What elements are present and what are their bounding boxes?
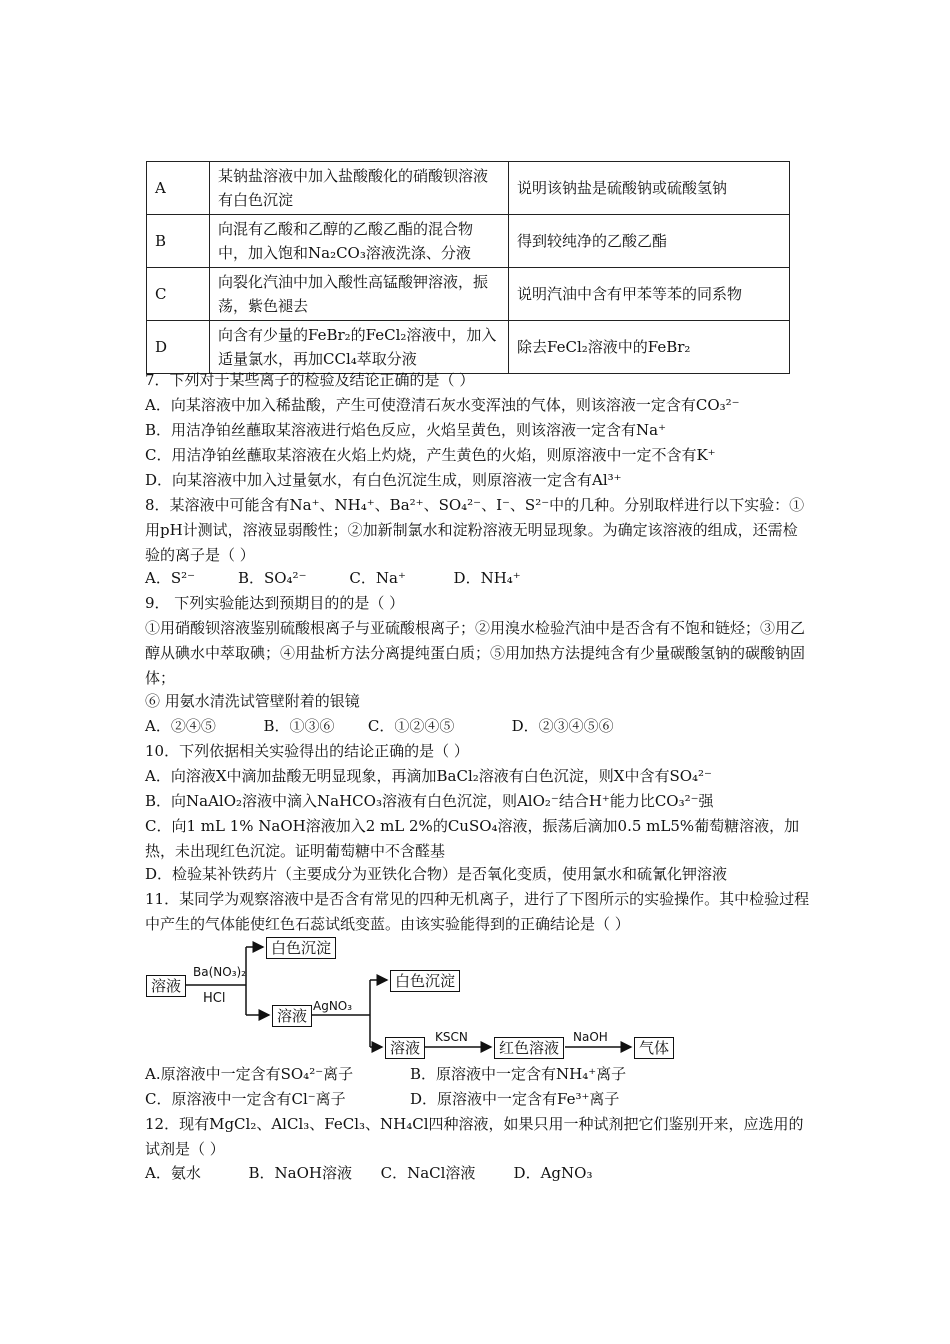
row-experiment: 向混有乙酸和乙醇的乙酸乙酯的混合物中，加入饱和Na₂CO₃溶液洗涤、分液 xyxy=(210,215,509,268)
table-row xyxy=(147,321,790,374)
q11-stem: 11．某同学为观察溶液中是否含有常见的四种无机离子，进行了下图所示的实验操作。其中检验过程中产生的气体能使红色石蕊试纸变蓝。由该实验能得到的正确结论是（ ） xyxy=(145,890,810,933)
q8-options: A．S²⁻ B．SO₄²⁻ C．Na⁺ D．NH₄⁺ xyxy=(145,569,521,587)
reagent-agno3-label: AgNO₃ xyxy=(313,999,353,1013)
table-row xyxy=(147,162,790,215)
q9-body: ①用硝酸钡溶液鉴别硫酸根离子与亚硫酸根离子；②用溴水检验汽油中是否含有不饱和链烃；③用乙醇从碘水中萃取碘；④用盐析方法分离提纯蛋白质；⑤用加热方法提纯含有少量碳酸氢钠的碳酸钠固体； xyxy=(145,619,806,687)
q10-option-c: C．向1 mL 1% NaOH溶液加入2 mL 2%的CuSO₄溶液，振荡后滴加0.5 mL5%葡萄糖溶液，加热，未出现红色沉淀。证明葡萄糖中不含醛基 xyxy=(145,817,800,860)
q7-option-c: C．用洁净铂丝蘸取某溶液在火焰上灼烧，产生黄色的火焰，则原溶液中一定不含有K⁺ xyxy=(145,446,716,464)
white-precipitate-box-1: 白色沉淀 xyxy=(266,937,336,959)
q7-option-d: D．向某溶液中加入过量氨水，有白色沉淀生成，则原溶液一定含有Al³⁺ xyxy=(145,471,622,489)
options-table xyxy=(146,161,790,374)
row-result: 得到较纯净的乙酸乙酯 xyxy=(509,215,790,268)
q8-stem: 8．某溶液中可能含有Na⁺、NH₄⁺、Ba²⁺、SO₄²⁻、I⁻、S²⁻中的几种。分别取样进行以下实验：①用pH计测试，溶液显弱酸性；②加新制氯水和淀粉溶液无明显现象。为确定该溶液的组成，还需检验的离子是（ ） xyxy=(145,496,805,564)
table-row xyxy=(147,268,790,321)
table-row xyxy=(147,215,790,268)
q10-option-b: B．向NaAlO₂溶液中滴入NaHCO₃溶液有白色沉淀，则AlO₂⁻结合H⁺能力比CO₃²⁻强 xyxy=(145,792,714,810)
q10-stem: 10．下列依据相关实验得出的结论正确的是（ ） xyxy=(145,742,469,760)
row-label: C xyxy=(147,268,210,321)
row-label: B xyxy=(147,215,210,268)
q12-stem: 12．现有MgCl₂、AlCl₃、FeCl₃、NH₄Cl四种溶液，如果只用一种试剂把它们鉴别开来，应选用的试剂是（ ） xyxy=(145,1115,804,1158)
reagent-kscn-label: KSCN xyxy=(435,1030,468,1044)
q11-option-a: A.原溶液中一定含有SO₄²⁻离子 xyxy=(145,1065,354,1083)
q7-option-b: B．用洁净铂丝蘸取某溶液进行焰色反应，火焰呈黄色，则该溶液一定含有Na⁺ xyxy=(145,421,667,439)
q9-stem: 9． 下列实验能达到预期目的的是（ ） xyxy=(145,594,405,612)
q7-stem: 7．下列对于某些离子的检验及结论正确的是（ ） xyxy=(145,371,475,389)
flow-diagram xyxy=(145,935,685,1060)
row-result: 说明该钠盐是硫酸钠或硫酸氢钠 xyxy=(509,162,790,215)
q10-option-a: A．向溶液X中滴加盐酸无明显现象，再滴加BaCl₂溶液有白色沉淀，则X中含有SO₄²⁻ xyxy=(145,767,712,785)
reagent-hcl-label: HCl xyxy=(203,991,226,1006)
solution-box-3: 溶液 xyxy=(385,1037,425,1059)
row-experiment: 向含有少量的FeBr₂的FeCl₂溶液中，加入适量氯水，再加CCl₄萃取分液 xyxy=(210,321,509,374)
q11-option-b: B．原溶液中一定含有NH₄⁺离子 xyxy=(410,1065,627,1083)
solution-box: 溶液 xyxy=(146,975,186,997)
q10-option-d: D．检验某补铁药片（主要成分为亚铁化合物）是否氧化变质，使用氯水和硫氰化钾溶液 xyxy=(145,865,728,883)
row-label: D xyxy=(147,321,210,374)
white-precipitate-box-2: 白色沉淀 xyxy=(390,970,460,992)
q7-option-a: A．向某溶液中加入稀盐酸，产生可使澄清石灰水变浑浊的气体，则该溶液一定含有CO₃²⁻ xyxy=(145,396,740,414)
red-solution-box: 红色溶液 xyxy=(494,1037,564,1059)
q11-option-d: D．原溶液中一定含有Fe³⁺离子 xyxy=(410,1090,620,1108)
q12-options: A．氨水 B．NaOH溶液 C．NaCl溶液 D．AgNO₃ xyxy=(145,1164,593,1182)
q11-option-c: C．原溶液中一定含有Cl⁻离子 xyxy=(145,1090,346,1108)
reagent-ba-nitrate-label: Ba(NO₃)₂ xyxy=(193,965,246,979)
q9-item6: ⑥ 用氨水清洗试管壁附着的银镜 xyxy=(145,692,360,710)
row-label: A xyxy=(147,162,210,215)
solution-box-2: 溶液 xyxy=(272,1005,312,1027)
row-result: 说明汽油中含有甲苯等苯的同系物 xyxy=(509,268,790,321)
row-result: 除去FeCl₂溶液中的FeBr₂ xyxy=(509,321,790,374)
reagent-naoh-label: NaOH xyxy=(573,1030,608,1044)
q9-options: A．②④⑤ B．①③⑥ C．①②④⑤ D．②③④⑤⑥ xyxy=(145,717,614,735)
row-experiment: 某钠盐溶液中加入盐酸酸化的硝酸钡溶液有白色沉淀 xyxy=(210,162,509,215)
gas-box: 气体 xyxy=(634,1037,674,1059)
row-experiment: 向裂化汽油中加入酸性高锰酸钾溶液，振荡，紫色褪去 xyxy=(210,268,509,321)
